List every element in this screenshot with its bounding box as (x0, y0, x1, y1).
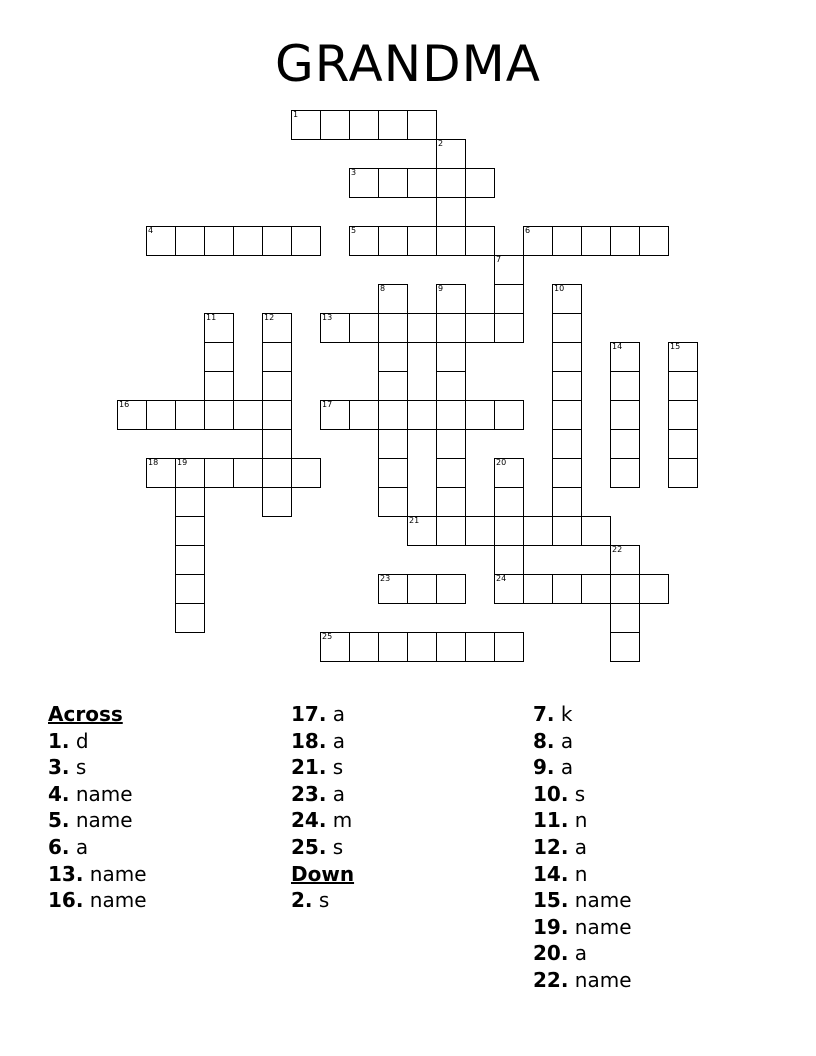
clue-number-label: 21 (409, 516, 420, 525)
clue-text: a (332, 781, 346, 806)
grid-cell[interactable] (436, 313, 466, 343)
grid-cell[interactable] (668, 458, 698, 488)
grid-cell[interactable] (610, 226, 640, 256)
grid-cell[interactable] (494, 545, 524, 575)
down-clue (533, 861, 632, 888)
grid-cell[interactable] (465, 516, 495, 546)
clue-number-label: 25 (322, 632, 333, 641)
clue-text: name (89, 861, 147, 886)
clue-number-label: 13 (322, 313, 333, 322)
clue-text: a (560, 728, 574, 753)
grid-cell[interactable] (494, 313, 524, 343)
grid-cell[interactable] (378, 284, 408, 314)
clue-number: 4. (48, 781, 70, 806)
grid-cell[interactable] (494, 284, 524, 314)
grid-cell[interactable] (378, 400, 408, 430)
clue-number-label: 10 (554, 284, 565, 293)
grid-cell[interactable] (465, 168, 495, 198)
grid-cell[interactable] (552, 574, 582, 604)
clue-number-label: 3 (351, 168, 357, 177)
grid-cell[interactable] (436, 226, 466, 256)
clue-text: s (75, 755, 87, 780)
grid-cell[interactable] (494, 458, 524, 488)
clue-section-header: Across (48, 702, 123, 726)
grid-cell[interactable] (175, 574, 205, 604)
clue-number: 8. (533, 728, 555, 753)
across-clue (291, 701, 354, 728)
clue-number-label: 19 (177, 458, 188, 467)
grid-cell[interactable] (523, 226, 553, 256)
grid-cell[interactable] (552, 226, 582, 256)
clue-number-label: 17 (322, 400, 333, 409)
clue-number-label: 23 (380, 574, 391, 583)
clue-section-header: Down (291, 861, 355, 886)
across-clue (48, 834, 147, 861)
grid-cell[interactable] (552, 342, 582, 372)
clue-column-3 (533, 701, 632, 994)
grid-cell[interactable] (494, 574, 524, 604)
grid-cell[interactable] (552, 371, 582, 401)
clue-number: 19. (533, 914, 569, 939)
grid-cell[interactable] (610, 400, 640, 430)
grid-cell[interactable] (320, 313, 350, 343)
clue-number-label: 1 (293, 110, 299, 119)
grid-cell[interactable] (407, 400, 437, 430)
clue-text: a (574, 834, 588, 859)
down-clue (533, 967, 632, 994)
grid-cell[interactable] (349, 313, 379, 343)
across-clue (291, 807, 354, 834)
grid-cell[interactable] (262, 458, 292, 488)
puzzle-title: GRANDMA (275, 35, 541, 93)
clue-number-label: 24 (496, 574, 507, 583)
grid-cell[interactable] (204, 342, 234, 372)
grid-cell[interactable] (610, 371, 640, 401)
across-clue (291, 781, 354, 808)
grid-cell[interactable] (407, 632, 437, 662)
clue-text: n (574, 861, 588, 886)
grid-cell[interactable] (378, 632, 408, 662)
clue-number-label: 2 (438, 139, 444, 148)
grid-cell[interactable] (436, 400, 466, 430)
grid-cell[interactable] (436, 429, 466, 459)
down-clue (533, 781, 632, 808)
grid-cell[interactable] (349, 110, 379, 140)
across-clue (48, 728, 147, 755)
clue-number: 18. (291, 728, 327, 753)
clue-text: m (332, 808, 353, 833)
clue-number-label: 6 (525, 226, 531, 235)
grid-cell[interactable] (407, 574, 437, 604)
grid-cell[interactable] (175, 545, 205, 575)
grid-cell[interactable] (175, 400, 205, 430)
across-clue (291, 834, 354, 861)
grid-cell[interactable] (175, 458, 205, 488)
clue-number: 15. (533, 888, 569, 913)
grid-cell[interactable] (262, 226, 292, 256)
across-clue (48, 861, 147, 888)
grid-cell[interactable] (146, 458, 176, 488)
grid-cell[interactable] (436, 516, 466, 546)
clue-column-1 (48, 701, 147, 914)
clue-number-label: 14 (612, 342, 623, 351)
clue-text: n (574, 808, 588, 833)
across-clue (48, 887, 147, 914)
clue-number: 20. (533, 941, 569, 966)
down-clue (533, 887, 632, 914)
grid-cell[interactable] (523, 516, 553, 546)
grid-cell[interactable] (378, 487, 408, 517)
grid-cell[interactable] (204, 458, 234, 488)
grid-cell[interactable] (349, 632, 379, 662)
grid-cell[interactable] (320, 400, 350, 430)
grid-cell[interactable] (146, 400, 176, 430)
grid-cell[interactable] (465, 632, 495, 662)
clue-number-label: 7 (496, 255, 502, 264)
clue-number: 16. (48, 888, 84, 913)
grid-cell[interactable] (320, 110, 350, 140)
grid-cell[interactable] (639, 574, 669, 604)
grid-cell[interactable] (552, 516, 582, 546)
clue-number: 11. (533, 808, 569, 833)
across-clue (291, 728, 354, 755)
grid-cell[interactable] (204, 226, 234, 256)
grid-cell[interactable] (610, 574, 640, 604)
grid-cell[interactable] (436, 371, 466, 401)
clue-number-label: 11 (206, 313, 217, 322)
grid-cell[interactable] (436, 168, 466, 198)
grid-cell[interactable] (175, 516, 205, 546)
clue-text: s (574, 781, 586, 806)
grid-cell[interactable] (610, 458, 640, 488)
clue-number: 13. (48, 861, 84, 886)
grid-cell[interactable] (291, 458, 321, 488)
grid-cell[interactable] (204, 371, 234, 401)
grid-cell[interactable] (668, 400, 698, 430)
clue-number: 7. (533, 702, 555, 726)
across-clue (48, 781, 147, 808)
grid-cell[interactable] (436, 284, 466, 314)
clue-number-label: 20 (496, 458, 507, 467)
clue-text: name (574, 888, 632, 913)
grid-cell[interactable] (552, 429, 582, 459)
grid-cell[interactable] (291, 110, 321, 140)
clue-text: name (75, 781, 133, 806)
grid-cell[interactable] (378, 110, 408, 140)
clue-text: a (332, 728, 346, 753)
grid-cell[interactable] (668, 342, 698, 372)
clue-number: 3. (48, 755, 70, 780)
grid-cell[interactable] (610, 603, 640, 633)
clue-number: 24. (291, 808, 327, 833)
clue-number-label: 4 (148, 226, 154, 235)
grid-cell[interactable] (378, 458, 408, 488)
grid-cell[interactable] (436, 574, 466, 604)
grid-cell[interactable] (465, 400, 495, 430)
down-clue (291, 887, 354, 914)
clue-number-label: 12 (264, 313, 275, 322)
clue-number: 25. (291, 834, 327, 859)
clue-column-2 (291, 701, 354, 914)
clue-list (0, 701, 816, 992)
clue-text: name (75, 808, 133, 833)
grid-cell[interactable] (465, 313, 495, 343)
grid-cell[interactable] (436, 632, 466, 662)
clue-number: 5. (48, 808, 70, 833)
down-clue (533, 701, 632, 728)
grid-cell[interactable] (378, 168, 408, 198)
clue-text: s (332, 755, 344, 780)
clue-number-label: 8 (380, 284, 386, 293)
grid-cell[interactable] (668, 429, 698, 459)
grid-cell[interactable] (175, 226, 205, 256)
grid-cell[interactable] (291, 226, 321, 256)
clue-text: a (75, 834, 89, 859)
clue-number-label: 9 (438, 284, 444, 293)
grid-cell[interactable] (552, 313, 582, 343)
grid-cell[interactable] (610, 545, 640, 575)
down-clue (533, 807, 632, 834)
grid-cell[interactable] (552, 458, 582, 488)
grid-cell[interactable] (262, 342, 292, 372)
grid-cell[interactable] (436, 139, 466, 169)
grid-cell[interactable] (349, 168, 379, 198)
clue-text: a (332, 702, 346, 726)
grid-cell[interactable] (581, 516, 611, 546)
clue-text: a (560, 755, 574, 780)
grid-cell[interactable] (552, 487, 582, 517)
grid-cell[interactable] (552, 284, 582, 314)
grid-cell[interactable] (494, 400, 524, 430)
down-clue (533, 834, 632, 861)
across-clue (48, 754, 147, 781)
grid-cell[interactable] (436, 197, 466, 227)
clue-text: k (560, 702, 573, 726)
grid-cell[interactable] (436, 487, 466, 517)
clue-number-label: 5 (351, 226, 357, 235)
grid-cell[interactable] (204, 400, 234, 430)
grid-cell[interactable] (407, 226, 437, 256)
clue-number: 10. (533, 781, 569, 806)
grid-cell[interactable] (436, 458, 466, 488)
grid-cell[interactable] (262, 400, 292, 430)
grid-cell[interactable] (378, 226, 408, 256)
grid-cell[interactable] (494, 255, 524, 285)
grid-cell[interactable] (233, 400, 263, 430)
grid-cell[interactable] (668, 371, 698, 401)
grid-cell[interactable] (552, 400, 582, 430)
grid-cell[interactable] (465, 226, 495, 256)
grid-cell[interactable] (581, 226, 611, 256)
clue-number: 22. (533, 967, 569, 992)
across-clue (48, 807, 147, 834)
grid-cell[interactable] (436, 342, 466, 372)
grid-cell[interactable] (349, 400, 379, 430)
grid-cell[interactable] (262, 487, 292, 517)
grid-cell[interactable] (349, 226, 379, 256)
clue-number: 21. (291, 755, 327, 780)
clue-number-label: 15 (670, 342, 681, 351)
grid-cell[interactable] (494, 516, 524, 546)
grid-cell[interactable] (320, 632, 350, 662)
grid-cell[interactable] (262, 429, 292, 459)
down-clue (533, 754, 632, 781)
grid-cell[interactable] (262, 371, 292, 401)
grid-cell[interactable] (233, 226, 263, 256)
grid-cell[interactable] (610, 429, 640, 459)
clue-number-label: 18 (148, 458, 159, 467)
clue-text: name (574, 967, 632, 992)
clue-number: 12. (533, 834, 569, 859)
clue-text: name (89, 888, 147, 913)
grid-cell[interactable] (378, 429, 408, 459)
clue-number: 9. (533, 755, 555, 780)
grid-cell[interactable] (523, 574, 553, 604)
clue-text: d (75, 728, 89, 753)
grid-cell[interactable] (639, 226, 669, 256)
grid-cell[interactable] (407, 168, 437, 198)
clue-number: 23. (291, 781, 327, 806)
grid-cell[interactable] (175, 603, 205, 633)
grid-cell[interactable] (175, 487, 205, 517)
clue-text: a (574, 941, 588, 966)
grid-cell[interactable] (407, 313, 437, 343)
down-clue (533, 728, 632, 755)
grid-cell[interactable] (204, 313, 234, 343)
grid-cell[interactable] (378, 342, 408, 372)
grid-cell[interactable] (581, 574, 611, 604)
grid-cell[interactable] (494, 487, 524, 517)
clue-text: name (574, 914, 632, 939)
grid-cell[interactable] (233, 458, 263, 488)
grid-cell[interactable] (610, 342, 640, 372)
grid-cell[interactable] (262, 313, 292, 343)
clue-number: 14. (533, 861, 569, 886)
grid-cell[interactable] (146, 226, 176, 256)
grid-cell[interactable] (378, 574, 408, 604)
clue-number-label: 22 (612, 545, 623, 554)
grid-cell[interactable] (378, 371, 408, 401)
grid-cell[interactable] (610, 632, 640, 662)
clue-text: s (332, 834, 344, 859)
clue-number: 6. (48, 834, 70, 859)
clue-number-label: 16 (119, 400, 130, 409)
grid-cell[interactable] (378, 313, 408, 343)
clue-text: s (318, 888, 330, 913)
across-clue (291, 754, 354, 781)
grid-cell[interactable] (407, 516, 437, 546)
clue-number: 2. (291, 888, 313, 913)
grid-cell[interactable] (494, 632, 524, 662)
down-clue (533, 940, 632, 967)
down-clue (533, 914, 632, 941)
grid-cell[interactable] (117, 400, 147, 430)
clue-number: 1. (48, 728, 70, 753)
grid-cell[interactable] (407, 110, 437, 140)
clue-number: 17. (291, 702, 327, 726)
